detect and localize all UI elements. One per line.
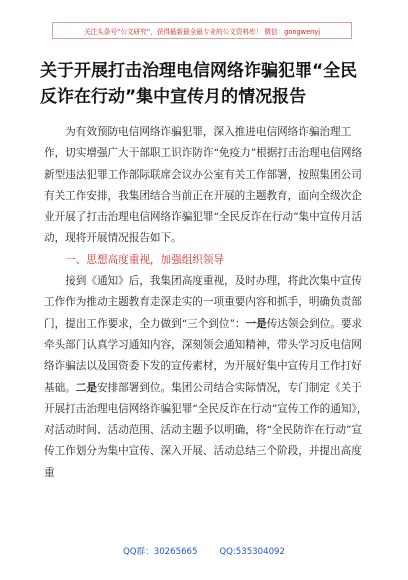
document-title: 关于开展打击治理电信网络诈骗犯罪“全民反诈在行动”集中宣传月的情况报告	[40, 61, 358, 107]
section-1-paragraph	[44, 271, 368, 484]
footer-qq: QQ:535304092	[219, 547, 285, 557]
point-one-label: 一是	[245, 317, 267, 330]
footer-qq-group: QQ群：30265665	[123, 547, 198, 557]
document-body	[44, 122, 368, 484]
section-1-text-b: 传达领会到位。要求牵头部门认真学习通知内容，深刻领会通知精神，带头学习反电信网络诈骗法以及国资委下发的宣传素材，为开展好集中宣传月工作打好基础。	[44, 317, 363, 394]
section-heading-1: 一、思想高度重视，加强组织领导	[65, 253, 225, 266]
intro-paragraph: 为有效预防电信网络诈骗犯罪，深入推进电信网络诈骗治理工作，切实增强广大干部职工识诈防诈“免疫力”根据打击治理电信网络新型违法犯罪工作部际联席会议办公室有关工作部署，按照集团公司有关工作安排，我集团结合当前正在开展的主题教育，面向全级次企业开展了打击治理电信网络诈骗犯罪“全民反诈在行动”集中宣传月活动，现将开展情况报告如下。	[44, 126, 363, 245]
section-1-text-c: 安排部署到位。集团公司结合实际情况，专门制定《关于开展打击治理电信网络诈骗犯罪“全民反诈在行动”宣传工作的通知》，对活动时间、活动范围、活动主题予以明确，将“全民防诈在行动”宣传工作划分为集中宣传、深入开展、活动总结三个阶段，并提出高度重	[44, 381, 368, 479]
footer-contact	[0, 545, 408, 557]
point-two-label: 二是	[75, 381, 97, 394]
section-1-text-a: 接到《通知》后，我集团高度重视，及时办理，将此次集中宣传工作作为推动主题教育走深走实的一项重要内容和抓手，明确负责部门，提出工作要求，全力做到“三个到位”：	[44, 275, 362, 330]
top-banner: 关注头条号“公文研究”，获得最新最全最专业的公文资料库！ 微信：gongwenyj	[52, 22, 352, 39]
